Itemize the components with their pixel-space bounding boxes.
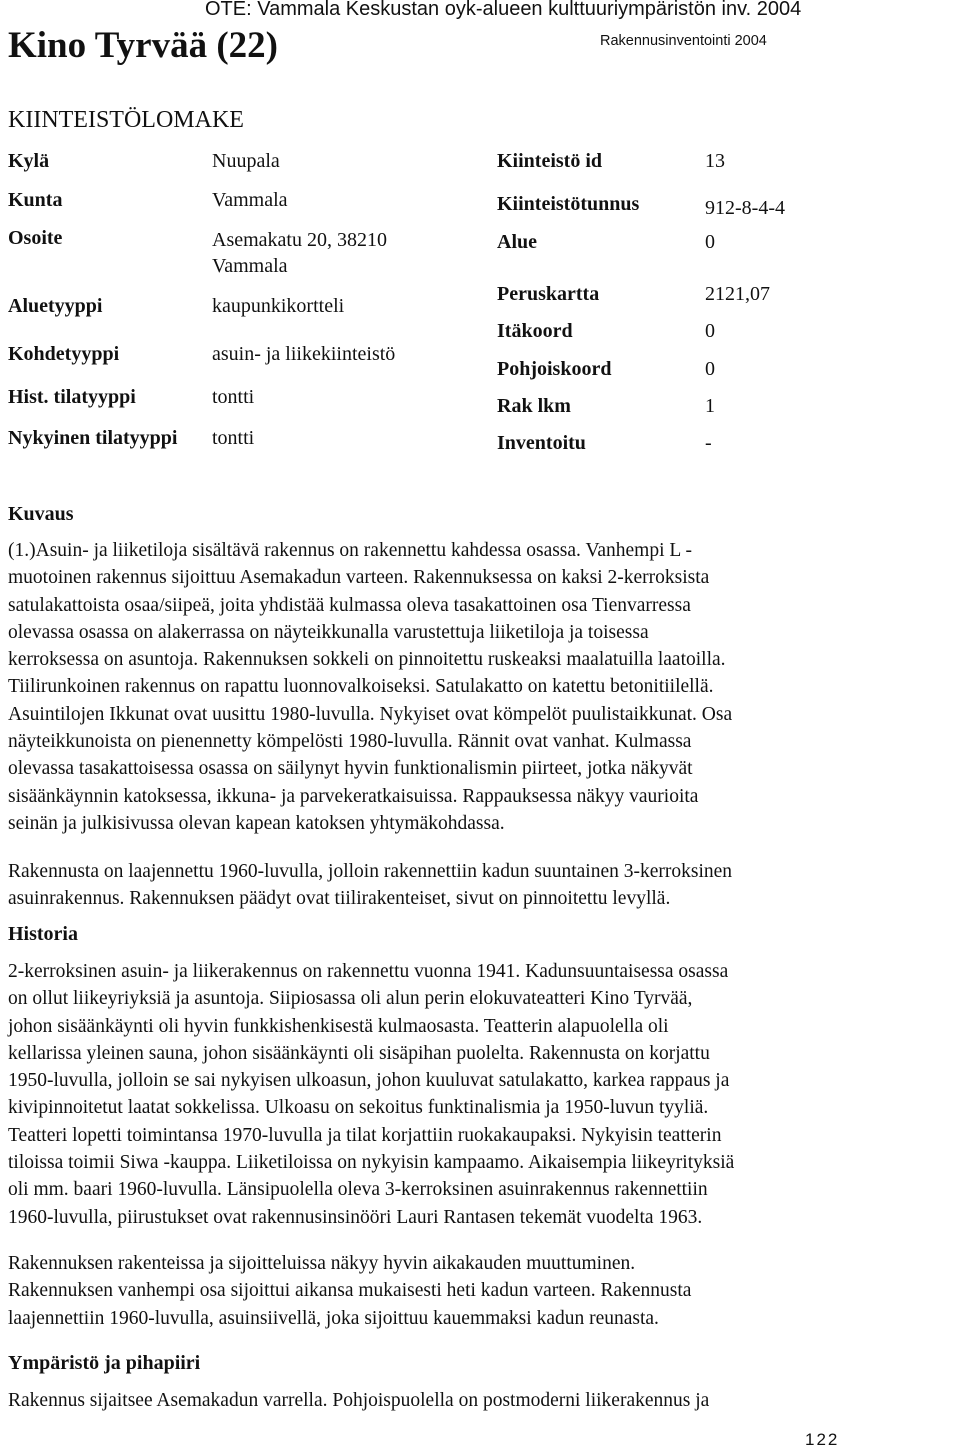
field-label-itakoord: Itäkoord — [497, 320, 573, 342]
page-number: 122 — [805, 1430, 840, 1449]
field-label-kohdetyyppi: Kohdetyyppi — [8, 343, 120, 365]
field-label-osoite: Osoite — [8, 227, 63, 249]
field-value-inventoitu: - — [705, 432, 712, 454]
page-subtitle: Rakennusinventointi 2004 — [600, 33, 767, 49]
section-heading-ymparisto: Ympäristö ja pihapiiri — [8, 1352, 201, 1374]
field-value-kiinteistotunnus: 912-8-4-4 — [705, 197, 785, 219]
field-label-nykyinen-tilatyyppi: Nykyinen tilatyyppi — [8, 427, 178, 449]
kuvaus-paragraph-2: Rakennusta on laajennettu 1960-luvulla, jolloin rakennettiin kadun suuntainen 3-kerroksinen asuinrakennus. Rakennuksen päädyt ovat tiilirakenteiset, sivut on pinnoitettu levyllä. — [8, 861, 733, 910]
field-value-hist-tilatyyppi: tontti — [212, 386, 255, 408]
field-value-osoite: Asemakatu 20, 38210 Vammala — [212, 229, 387, 277]
section-heading-historia: Historia — [8, 923, 78, 945]
historia-paragraph-2: Rakennuksen rakenteissa ja sijoitteluissa näkyy hyvin aikakauden muuttuminen. Rakennuksen vanhempi osa sijoittui aikansa mukaisesti heti kadun varteen. Rakennusta laajennettiin 1960-luvulla, asuinsiivellä, joka sijoittuu kauemmaksi kadun reunasta. — [8, 1253, 692, 1329]
field-label-kyla: Kylä — [8, 150, 50, 172]
form-title: KIINTEISTÖLOMAKE — [8, 107, 244, 133]
field-value-kunta: Vammala — [212, 189, 288, 211]
field-label-alue: Alue — [497, 231, 537, 253]
kuvaus-paragraph-1: (1.)Asuin- ja liiketiloja sisältävä rakennus on rakennettu kahdessa osassa. Vanhempi L - muotoinen rakennus sijoittuu Asemakadun varteen. Rakennuksessa on kaksi 2-kerroksista satulakattoista osaa/siipeä, joita yhdistää kulmassa oleva tasakattoinen osa Tienvarressa olevassa osassa on alakerrassa on näyteikkunalla varustettuja liiketiloja ja toisessa kerroksessa on asuntoja. Rakennuksen sokkeli on pinnoitettu ruskeaksi maalatuilla laatoilla. Tiilirunkoinen rakennus on rapattu luonnovalkoiseksi. Satulakatto on katettu betonitiilellä. Asuintilojen Ikkunat ovat uusittu 1980-luvulla. Nykyiset ovat kömpelöt puulistaikkunat. Osa näyteikkunoista on pienennetty kömpelösti 1980-luvulla. Rännit ovat vanhat. Kulmassa olevassa tasakattoisessa osassa on säilynyt hyvin funktionalismin piirteet, jotka näkyvät sisäänkäynnin katoksessa, ikkuna- ja parvekeratkaisuissa. Rappauksessa näkyy vaurioita seinän ja julkisivussa olevan kapean katoksen yhtymäkohdassa. — [8, 540, 733, 834]
field-value-kyla: Nuupala — [212, 150, 280, 172]
field-label-hist-tilatyyppi: Hist. tilatyyppi — [8, 386, 136, 408]
field-value-itakoord: 0 — [705, 320, 715, 342]
field-value-rak-lkm: 1 — [705, 395, 715, 417]
ymparisto-paragraph-1: Rakennus sijaitsee Asemakadun varrella. Pohjoispuolella on postmoderni liikerakennus ja — [8, 1390, 710, 1411]
field-value-nykyinen-tilatyyppi: tontti — [212, 427, 255, 449]
field-label-kiinteistotunnus: Kiinteistötunnus — [497, 193, 640, 215]
field-value-alue: 0 — [705, 231, 715, 253]
field-value-peruskartta: 2121,07 — [705, 283, 770, 305]
field-value-pohjoiskoord: 0 — [705, 358, 715, 380]
field-label-inventoitu: Inventoitu — [497, 432, 586, 454]
field-label-kiinteisto-id: Kiinteistö id — [497, 150, 603, 172]
historia-paragraph-1: 2-kerroksinen asuin- ja liikerakennus on rakennettu vuonna 1941. Kadunsuuntaisessa osassa on ollut liikeyriyksiä ja asuntoja. Siipiosassa oli alun perin elokuvateatteri Kino Tyrvää, johon sisäänkäynti oli hyvin funkkishenkisestä kulmaosasta. Teatterin alapuolella oli kellarissa yleinen sauna, johon sisäänkäynti oli sisäpihan puolelta. Rakennusta on korjattu 1950-luvulla, jolloin se sai nykyisen ulkoasun, johon kuuluvat satulakatto, karkea rappaus ja kivipinnoitetut laatat sokkelissa. Ulkoasu on sekoitus funktinalismia ja 1950-luvun tyyliä. Teatteri lopetti toimintansa 1970-luvulla ja tilat korjattiin ruokakaupaksi. Nykyisin teatterin tiloissa toimii Siwa -kauppa. Liiketiloissa on nykyisin kampaamo. Aikaisempia liikeyrityksiä oli mm. baari 1960-luvulla. Länsipuolella oleva 3-kerroksinen asuinrakennus rakennettiin 1960-luvulla, piirustukset ovat rakennusinsinööri Lauri Rantasen tekemät vuodelta 1963. — [8, 961, 735, 1228]
field-label-kunta: Kunta — [8, 189, 63, 211]
field-label-pohjoiskoord: Pohjoiskoord — [497, 358, 612, 380]
document-source-line: OTE: Vammala Keskustan oyk-alueen kulttuuriympäristön inv. 2004 — [205, 0, 802, 20]
field-label-peruskartta: Peruskartta — [497, 283, 600, 305]
field-label-rak-lkm: Rak lkm — [497, 395, 571, 417]
field-value-aluetyyppi: kaupunkikortteli — [212, 295, 345, 317]
field-label-aluetyyppi: Aluetyyppi — [8, 295, 103, 317]
page-title: Kino Tyrvää (22) — [8, 25, 278, 66]
field-value-kohdetyyppi: asuin- ja liikekiinteistö — [212, 343, 396, 365]
field-value-kiinteisto-id: 13 — [705, 150, 725, 172]
section-heading-kuvaus: Kuvaus — [8, 503, 74, 525]
